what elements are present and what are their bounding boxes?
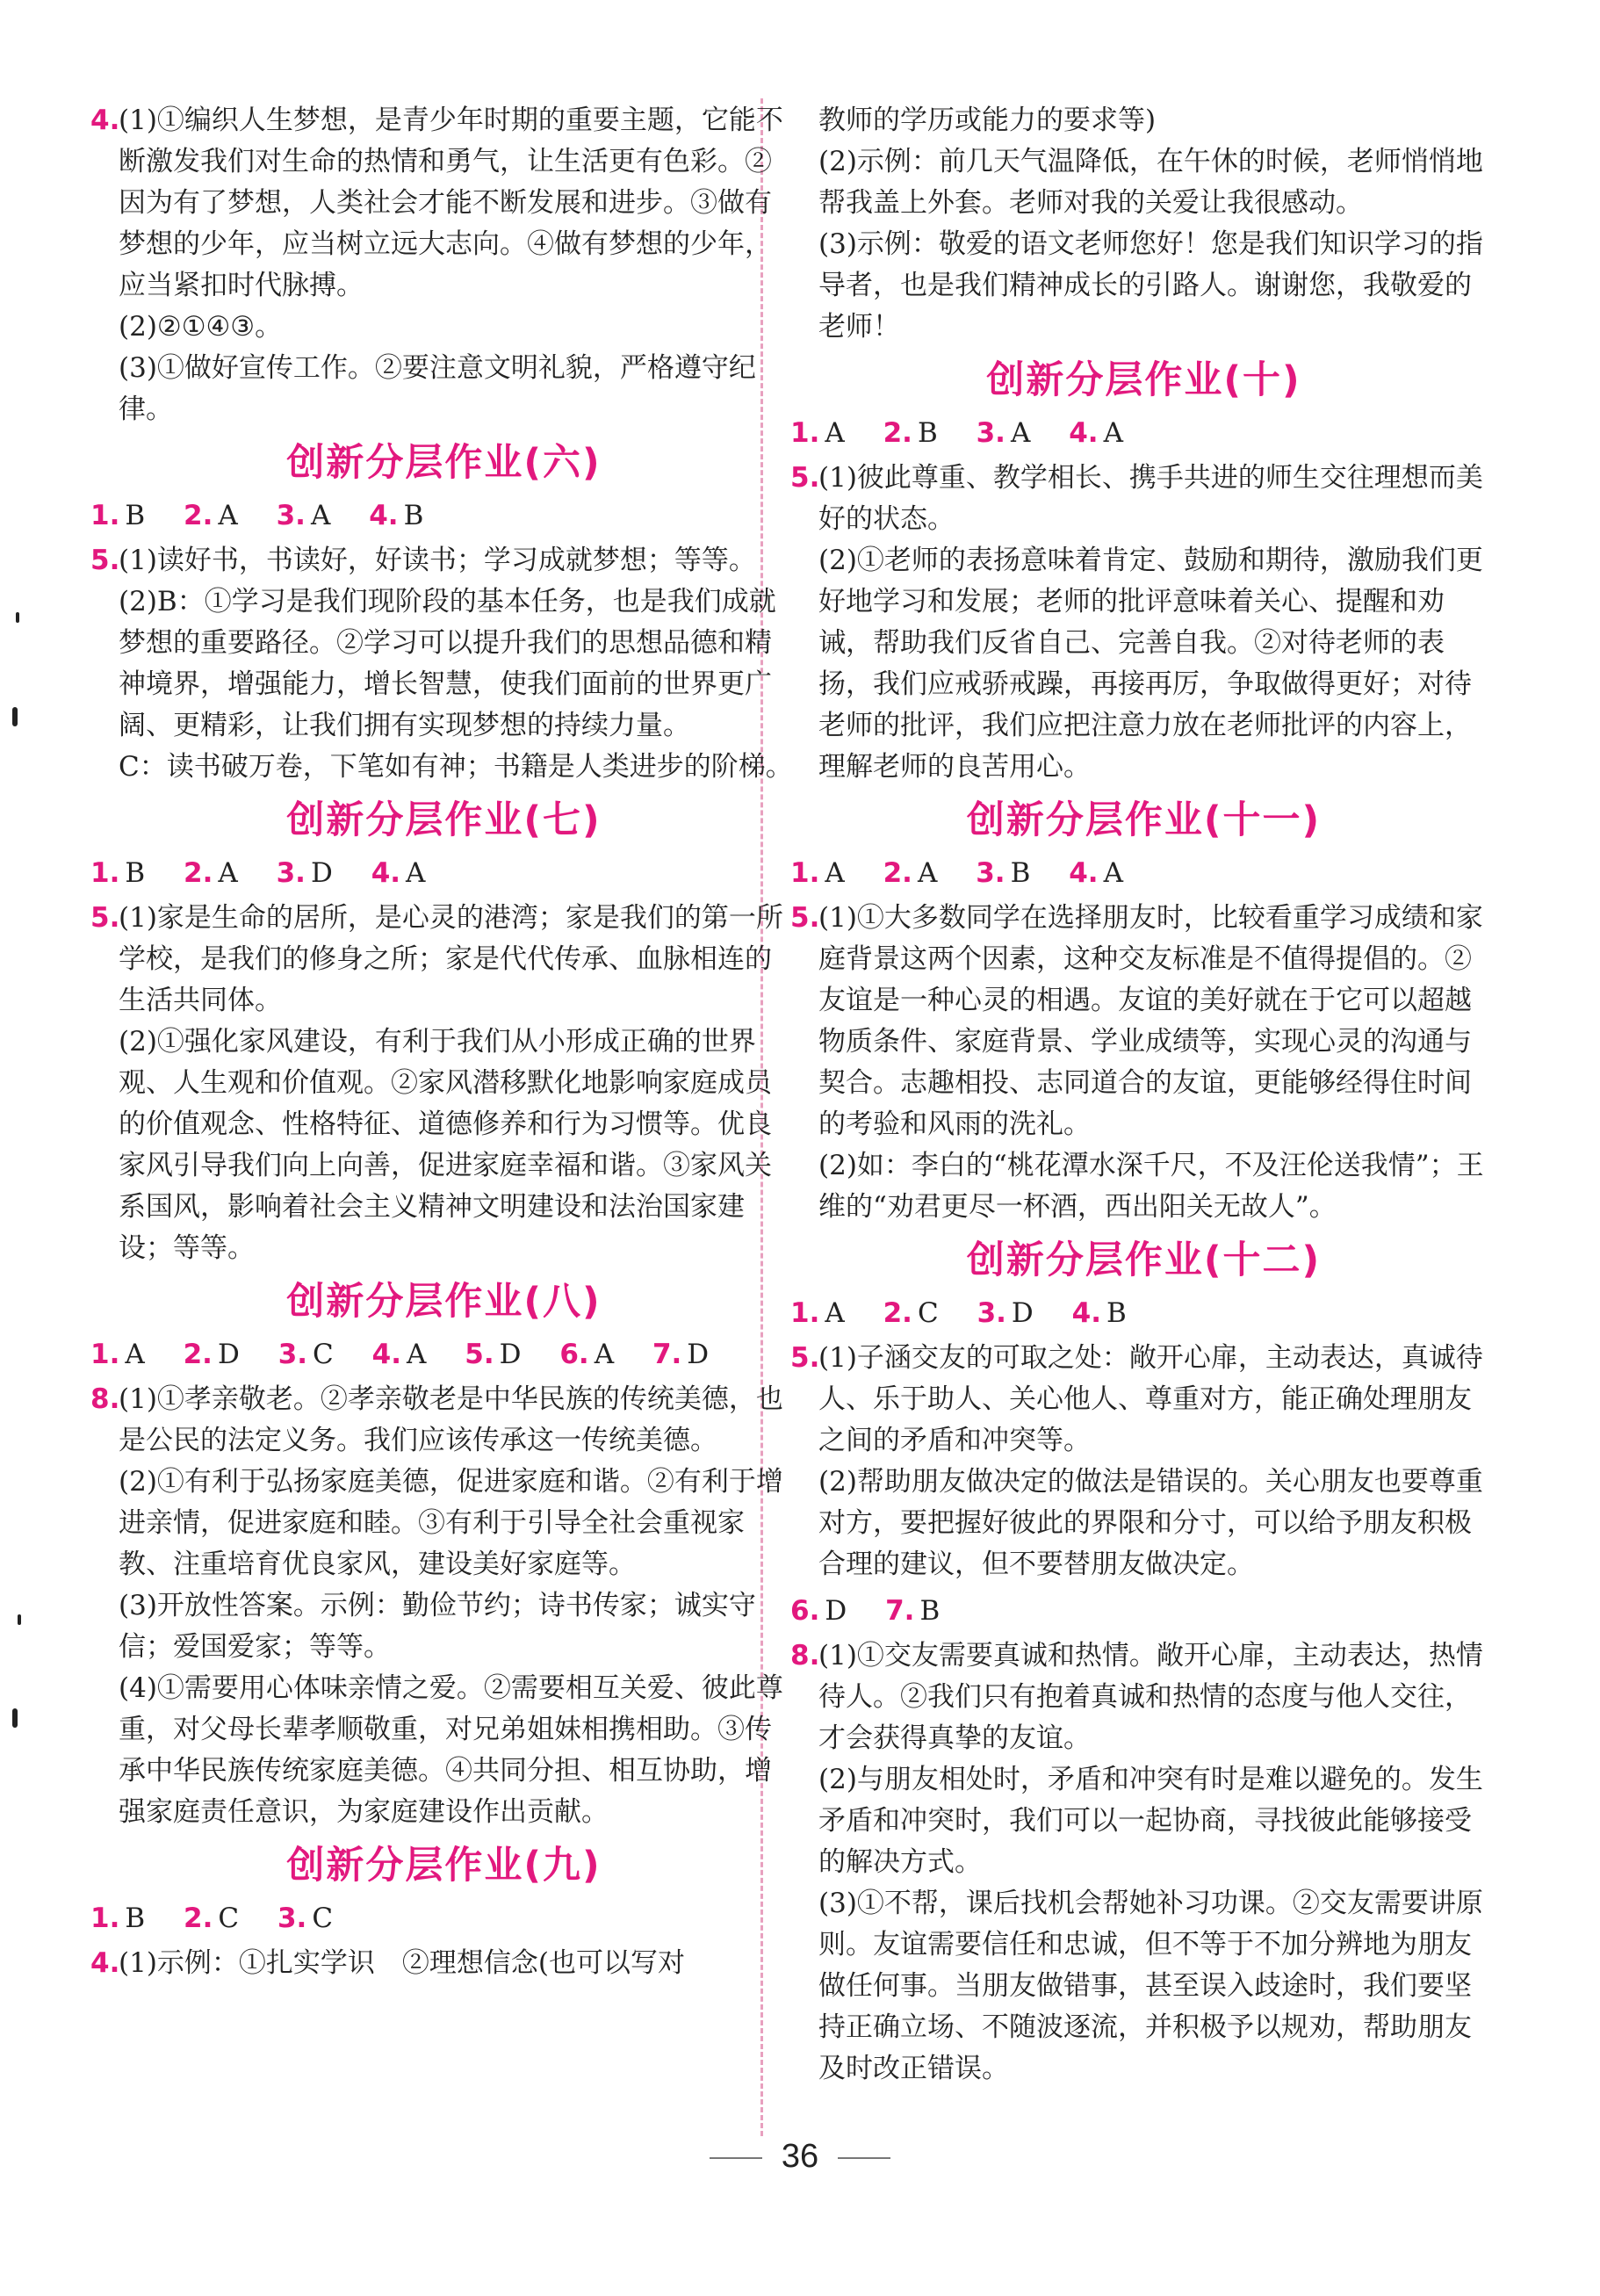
answer-paragraph: 教师的学历或能力的要求等) bbox=[818, 105, 1157, 136]
choice-number: 4. bbox=[371, 857, 401, 889]
page-number bbox=[0, 2138, 1600, 2176]
choice-number: 2. bbox=[184, 857, 213, 889]
choice-answers bbox=[90, 853, 797, 894]
choice-number: 2. bbox=[883, 417, 912, 449]
choice-letter: A bbox=[406, 857, 426, 889]
section-heading-6: 创新分层作业(六) bbox=[286, 441, 602, 485]
choice-number: 3. bbox=[976, 417, 1005, 449]
section-heading-7: 创新分层作业(七) bbox=[286, 798, 602, 842]
left-column bbox=[90, 98, 797, 1986]
choice-number: 4. bbox=[1071, 1297, 1101, 1329]
question-8 bbox=[90, 1379, 797, 1833]
choice-letter: A bbox=[125, 1339, 145, 1370]
choice-letter: A bbox=[1103, 417, 1123, 449]
choice-letter: D bbox=[687, 1339, 710, 1370]
choice-letter: A bbox=[218, 500, 238, 531]
choice-answer bbox=[184, 1339, 240, 1370]
choice-answer bbox=[977, 1297, 1034, 1329]
choice-answer bbox=[1072, 1297, 1127, 1329]
choice-answer bbox=[883, 417, 938, 449]
choice-number: 1. bbox=[90, 500, 120, 531]
choice-number: 1. bbox=[790, 857, 820, 889]
choice-number: 3. bbox=[976, 857, 1005, 889]
answer-paragraph: (1)彼此尊重、教学相长、携手共进的师生交往理想而美好的状态。 bbox=[818, 462, 1483, 535]
answer-paragraph: (2)B：①学习是我们现阶段的基本任务，也是我们成就梦想的重要路径。②学习可以提升我们的思想品德和精神境界，增强能力，增长智慧，使我们面前的世界更广阔、更精彩，让我们拥有实现梦想的持续力量。 bbox=[119, 586, 776, 741]
answer-paragraph: (2)与朋友相处时，矛盾和冲突有时是难以避免的。发生矛盾和冲突时，我们可以一起协商，寻找彼此能够接受的解决方式。 bbox=[818, 1764, 1483, 1878]
question-4 bbox=[90, 1943, 797, 1984]
choice-number: 3. bbox=[277, 1339, 308, 1370]
answer-paragraph: (1)①编织人生梦想，是青少年时期的重要主题，它能不断激发我们对生命的热情和勇气，让生活更有色彩。②因为有了梦想，人类社会才能不断发展和进步。③做有梦想的少年，应当树立远大志向。④做有梦想的少年，应当紧扣时代脉搏。 bbox=[119, 105, 783, 301]
choice-number: 5. bbox=[465, 1339, 494, 1370]
answer-paragraph: (2)①强化家风建设，有利于我们从小形成正确的世界观、人生观和价值观。②家风潜移默化地影响家庭成员的价值观念、性格特征、道德修养和行为习惯等。优良家风引导我们向上向善，促进家庭幸福和谐。③家风关系国风，影响着社会主义精神文明建设和法治国家建设；等等。 bbox=[119, 1026, 772, 1264]
question-4 bbox=[90, 100, 797, 430]
choice-answer bbox=[90, 500, 145, 531]
choice-letter: C bbox=[218, 1903, 240, 1934]
choice-number: 3. bbox=[276, 500, 306, 531]
choice-letter: D bbox=[825, 1595, 847, 1627]
choice-answer bbox=[976, 857, 1030, 889]
question-8 bbox=[790, 1635, 1497, 2090]
choice-answer bbox=[184, 857, 238, 889]
answer-paragraph: (1)示例：①扎实学识 ②理想信念(也可以写对 bbox=[119, 1947, 686, 1979]
scan-mark bbox=[18, 1614, 21, 1625]
scan-mark bbox=[12, 707, 18, 726]
choice-answer bbox=[90, 1339, 145, 1370]
question-number: 5. bbox=[790, 1342, 820, 1374]
choice-number: 2. bbox=[883, 857, 912, 889]
choice-letter: C bbox=[313, 1339, 334, 1370]
choice-letter: A bbox=[1010, 417, 1031, 449]
answer-paragraph: (1)读好书，书读好，好读书；学习成就梦想；等等。 bbox=[119, 545, 756, 576]
scan-mark bbox=[12, 1708, 18, 1728]
choice-number: 3. bbox=[276, 857, 306, 889]
choice-answer bbox=[277, 500, 331, 531]
choice-number: 1. bbox=[790, 1297, 820, 1329]
answer-paragraph: (2)②①④③。 bbox=[119, 311, 283, 343]
choice-answer bbox=[790, 857, 845, 889]
question-number: 8. bbox=[790, 1640, 820, 1671]
choice-answer bbox=[790, 1297, 845, 1329]
choice-number: 4. bbox=[1069, 417, 1099, 449]
answer-paragraph: C：读书破万卷，下笔如有神；书籍是人类进步的阶梯。 bbox=[119, 751, 793, 783]
choice-number: 3. bbox=[277, 1903, 307, 1934]
choice-number: 2. bbox=[184, 1903, 213, 1934]
choice-letter: B bbox=[919, 1595, 941, 1627]
choice-number: 2. bbox=[883, 1297, 912, 1329]
answer-paragraph: (3)①做好宣传工作。②要注意文明礼貌，严格遵守纪律。 bbox=[119, 352, 756, 425]
answer-paragraph: (2)①老师的表扬意味着肯定、鼓励和期待，激励我们更好地学习和发展；老师的批评意味着关心、提醒和劝诫，帮助我们反省自己、完善自我。②对待老师的表扬，我们应戒骄戒躁，再接再厉，争取做得更好；对待老师的批评，我们应把注意力放在老师批评的内容上，理解老师的良苦用心。 bbox=[818, 545, 1483, 783]
choice-letter: D bbox=[499, 1339, 522, 1370]
choice-answer bbox=[184, 500, 238, 531]
question-5 bbox=[790, 898, 1497, 1228]
choice-answer bbox=[652, 1339, 709, 1370]
answer-paragraph: (3)示例：敬爱的语文老师您好！您是我们知识学习的指导者，也是我们精神成长的引路人。谢谢您，我敬爱的老师！ bbox=[818, 228, 1483, 343]
choice-answers bbox=[790, 413, 1497, 454]
choice-answers bbox=[90, 1898, 797, 1939]
choice-letter: A bbox=[310, 500, 331, 531]
page-number-dash bbox=[710, 2157, 762, 2159]
question-number: 8. bbox=[90, 1383, 120, 1415]
question-5 bbox=[790, 1338, 1497, 1585]
choice-answer bbox=[184, 1903, 239, 1934]
answer-paragraph: (1)家是生命的居所，是心灵的港湾；家是我们的第一所学校，是我们的修身之所；家是代代传承、血脉相连的生活共同体。 bbox=[119, 902, 783, 1016]
choice-answer bbox=[790, 1595, 847, 1627]
choice-answer bbox=[90, 857, 145, 889]
question-5 bbox=[90, 540, 797, 788]
section-heading-9: 创新分层作业(九) bbox=[286, 1844, 602, 1888]
answer-paragraph: (2)帮助朋友做决定的做法是错误的。关心朋友也要尊重对方，要把握好彼此的界限和分寸，可以给予朋友积极合理的建议，但不要替朋友做决定。 bbox=[818, 1466, 1483, 1580]
answer-paragraph: (4)①需要用心体味亲情之爱。②需要相互关爱、彼此尊重，对父母长辈孝顺敬重，对兄弟姐妹相携相助。③传承中华民族传统家庭美德。④共同分担、相互协助，增强家庭责任意识，为家庭建设作出贡献。 bbox=[119, 1672, 783, 1828]
choice-number: 4. bbox=[371, 1339, 401, 1370]
choice-answer bbox=[885, 1595, 940, 1627]
choice-number: 6. bbox=[559, 1339, 589, 1370]
question-continuation bbox=[790, 100, 1497, 348]
section-heading-12: 创新分层作业(十二) bbox=[966, 1238, 1322, 1282]
choice-answer bbox=[1069, 417, 1123, 449]
question-number: 5. bbox=[790, 902, 820, 934]
choice-letter: A bbox=[825, 1297, 845, 1329]
choice-letter: A bbox=[1103, 857, 1123, 889]
question-5 bbox=[790, 458, 1497, 788]
choice-letter: A bbox=[407, 1339, 427, 1370]
choice-answer bbox=[372, 1339, 427, 1370]
answer-paragraph: (1)子涵交友的可取之处：敞开心扉，主动表达，真诚待人、乐于助人、关心他人、尊重对方，能正确处理朋友之间的矛盾和冲突等。 bbox=[818, 1342, 1483, 1456]
choice-letter: B bbox=[917, 417, 938, 449]
choice-answer bbox=[559, 1339, 614, 1370]
choice-number: 7. bbox=[885, 1595, 915, 1627]
choice-answers bbox=[790, 853, 1497, 894]
choice-answers bbox=[90, 495, 797, 537]
choice-answer bbox=[883, 857, 938, 889]
choice-number: 2. bbox=[183, 1339, 213, 1370]
choice-answers bbox=[90, 1334, 797, 1375]
choice-letter: C bbox=[312, 1903, 334, 1934]
choice-letter: B bbox=[125, 857, 146, 889]
choice-number: 2. bbox=[184, 500, 213, 531]
answer-paragraph: (1)①孝亲敬老。②孝亲敬老是中华民族的传统美德，也是公民的法定义务。我们应该传承这一传统美德。 bbox=[119, 1383, 783, 1456]
choice-letter: C bbox=[917, 1297, 939, 1329]
choice-answer bbox=[371, 857, 426, 889]
choice-answer bbox=[465, 1339, 521, 1370]
choice-letter: B bbox=[1010, 857, 1031, 889]
section-heading-10: 创新分层作业(十) bbox=[986, 358, 1301, 402]
choice-letter: A bbox=[825, 857, 845, 889]
choice-number: 1. bbox=[90, 857, 120, 889]
choice-letter: B bbox=[1106, 1297, 1127, 1329]
choice-answer bbox=[1069, 857, 1123, 889]
choice-answer bbox=[278, 1339, 334, 1370]
choice-number: 1. bbox=[90, 1339, 120, 1370]
choice-answers bbox=[790, 1293, 1497, 1334]
answer-paragraph: (3)①不帮，课后找机会帮她补习功课。②交友需要讲原则。友谊需要信任和忠诚，但不等于不加分辨地为朋友做任何事。当朋友做错事，甚至误入歧途时，我们要坚持正确立场、不随波逐流，并积极予以规劝，帮助朋友及时改正错误。 bbox=[818, 1888, 1483, 2084]
choice-letter: A bbox=[917, 857, 938, 889]
answer-paragraph: (3)开放性答案。示例：勤俭节约；诗书传家；诚实守信；爱国爱家；等等。 bbox=[119, 1590, 756, 1663]
choice-answer bbox=[977, 417, 1031, 449]
choice-letter: D bbox=[217, 1339, 240, 1370]
choice-number: 1. bbox=[790, 417, 820, 449]
choice-letter: A bbox=[825, 417, 845, 449]
choice-number: 6. bbox=[790, 1595, 820, 1627]
section-heading-11: 创新分层作业(十一) bbox=[966, 798, 1322, 842]
question-number: 5. bbox=[790, 462, 820, 494]
answer-paragraph: (2)①有利于弘扬家庭美德，促进家庭和谐。②有利于增进亲情，促进家庭和睦。③有利于引导全社会重视家教、注重培育优良家风，建设美好家庭等。 bbox=[119, 1466, 783, 1580]
choice-number: 7. bbox=[652, 1339, 682, 1370]
page-number-dash bbox=[838, 2157, 890, 2159]
question-5 bbox=[90, 898, 797, 1269]
answer-paragraph: (1)①交友需要真诚和热情。敞开心扉，主动表达，热情待人。②我们只有抱着真诚和热情的态度与他人交往，才会获得真挚的友谊。 bbox=[818, 1640, 1483, 1754]
choice-letter: B bbox=[125, 1903, 146, 1934]
right-column bbox=[790, 98, 1497, 2091]
choice-number: 4. bbox=[1069, 857, 1099, 889]
answer-paragraph: (2)如：李白的“桃花潭水深千尺，不及汪伦送我情”；王维的“劝君更尽一杯酒，西出阳关无故人”。 bbox=[818, 1150, 1484, 1223]
choice-answer bbox=[277, 1903, 333, 1934]
choice-letter: A bbox=[218, 857, 238, 889]
answer-paragraph: (2)示例：前几天气温降低，在午休的时候，老师悄悄地帮我盖上外套。老师对我的关爱让我很感动。 bbox=[818, 146, 1483, 219]
choice-letter: B bbox=[403, 500, 424, 531]
choice-answer bbox=[369, 500, 423, 531]
page-number-text: 36 bbox=[781, 2138, 819, 2175]
question-number: 5. bbox=[90, 545, 120, 576]
choice-letter: D bbox=[310, 857, 333, 889]
scan-mark bbox=[16, 612, 19, 623]
choice-letter: A bbox=[594, 1339, 615, 1370]
choice-answers bbox=[790, 1591, 1497, 1632]
choice-answer bbox=[277, 857, 333, 889]
choice-letter: B bbox=[125, 500, 146, 531]
question-number: 5. bbox=[90, 902, 120, 934]
choice-answer bbox=[883, 1297, 939, 1329]
choice-number: 1. bbox=[90, 1903, 120, 1934]
choice-answer bbox=[790, 417, 845, 449]
answer-paragraph: (1)①大多数同学在选择朋友时，比较看重学习成绩和家庭背景这两个因素，这种交友标准是不值得提倡的。②友谊是一种心灵的相遇。友谊的美好就在于它可以超越物质条件、家庭背景、学业成绩等，实现心灵的沟通与契合。志趣相投、志同道合的友谊，更能够经得住时间的考验和风雨的洗礼。 bbox=[818, 902, 1483, 1140]
question-number: 4. bbox=[90, 1947, 120, 1979]
section-heading-8: 创新分层作业(八) bbox=[286, 1280, 602, 1324]
choice-number: 3. bbox=[977, 1297, 1006, 1329]
choice-letter: D bbox=[1011, 1297, 1034, 1329]
choice-answer bbox=[90, 1903, 145, 1934]
choice-number: 4. bbox=[369, 500, 399, 531]
question-number: 4. bbox=[90, 105, 120, 136]
